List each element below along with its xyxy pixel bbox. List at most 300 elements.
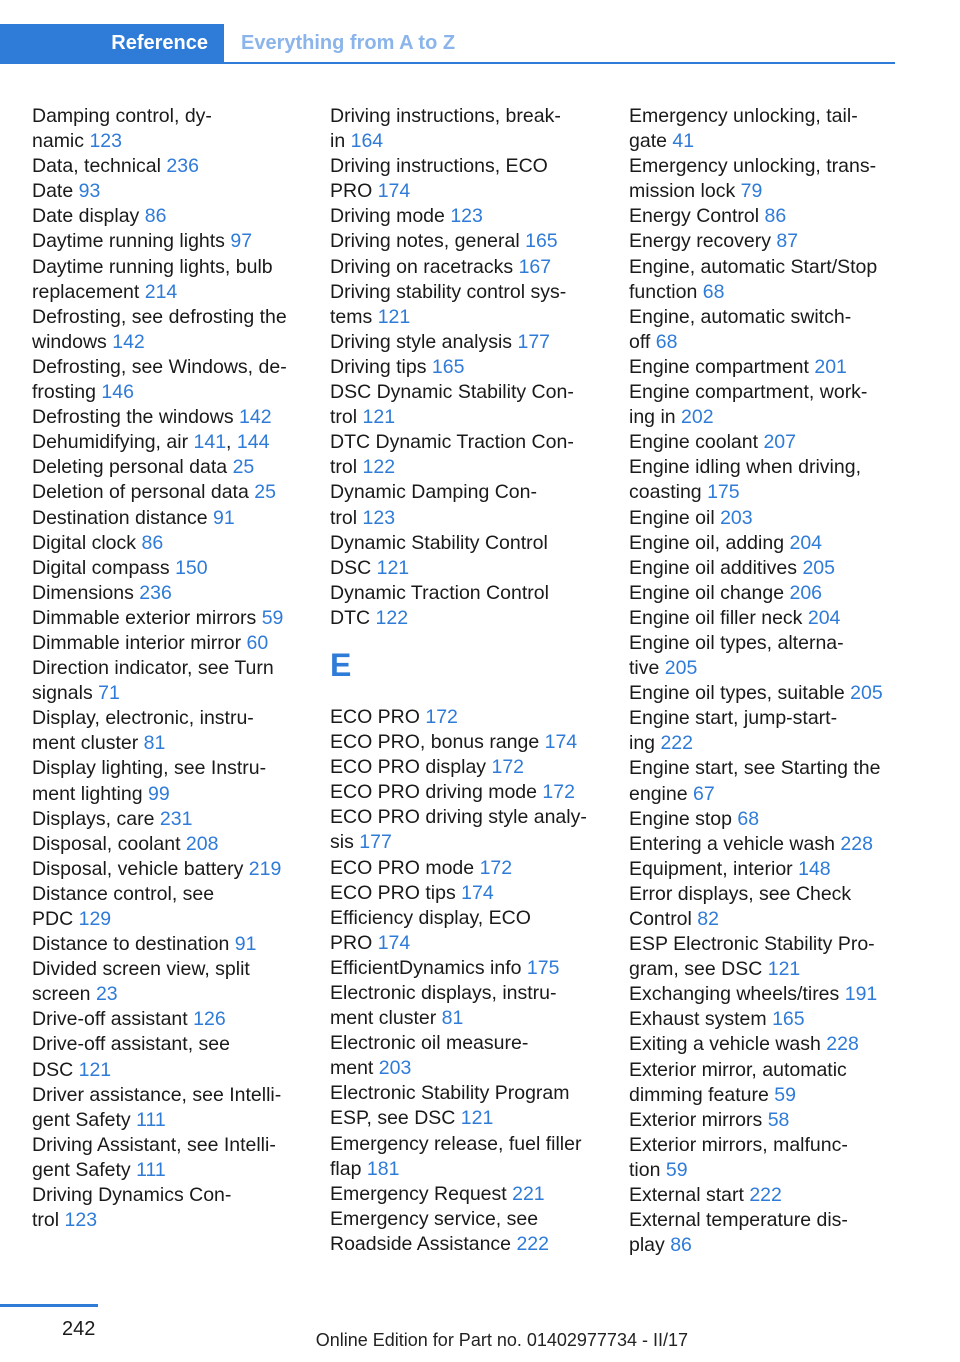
index-entry (32, 932, 304, 957)
index-entry-line (629, 606, 904, 631)
page-link[interactable]: 86 (144, 205, 167, 228)
index-entry (32, 355, 304, 405)
page-link[interactable]: 219 (248, 857, 282, 880)
index-term: ECO PRO (330, 705, 420, 728)
index-term: Drive-off assistant (32, 1008, 188, 1031)
index-term: ment cluster (32, 732, 139, 755)
index-entry (32, 706, 304, 756)
index-entry-line (32, 882, 304, 907)
index-entry-line (32, 255, 304, 280)
page-link[interactable]: 25 (232, 456, 255, 479)
page-link[interactable]: 148 (798, 857, 831, 880)
index-term: External start (629, 1184, 744, 1207)
index-entry (629, 204, 904, 229)
index-entry-line (32, 380, 304, 405)
page-link[interactable]: 165 (525, 230, 558, 253)
page-link[interactable]: 175 (707, 481, 740, 504)
page-link[interactable]: 177 (517, 330, 551, 353)
index-entry (32, 1133, 304, 1183)
index-term: Emergency service, see (330, 1207, 539, 1230)
page-link[interactable]: 221 (512, 1182, 545, 1205)
page-link[interactable]: 203 (720, 506, 753, 529)
index-entry (32, 1183, 304, 1233)
index-entry (330, 1132, 605, 1182)
index-term: Engine coolant (629, 431, 759, 454)
index-entry-line (629, 581, 904, 606)
index-term: Engine oil change (629, 581, 785, 604)
index-entry (32, 606, 304, 631)
index-entry (629, 1133, 904, 1183)
page-link[interactable]: 204 (807, 606, 841, 629)
page-link[interactable]: 175 (526, 956, 560, 979)
index-entry (32, 857, 304, 882)
page-link[interactable]: 121 (376, 556, 410, 579)
index-entry-line (32, 581, 304, 606)
index-entry-line (32, 1083, 304, 1108)
index-term: Engine compartment (629, 355, 809, 378)
page-link[interactable]: 111 (136, 1108, 166, 1131)
index-entry-line (32, 606, 304, 631)
page-link[interactable]: 71 (98, 682, 120, 705)
page-link[interactable]: 86 (670, 1234, 692, 1257)
index-entry (32, 756, 304, 806)
index-entry-line (629, 1158, 904, 1183)
section-tab[interactable]: Reference (0, 24, 224, 62)
index-entry (629, 857, 904, 882)
page-link[interactable]: 203 (378, 1057, 412, 1080)
index-entry-line (32, 957, 304, 982)
index-term: Energy recovery (629, 230, 771, 253)
index-entry-line (629, 631, 904, 656)
index-term: Driving Assistant, see Intelli- (32, 1133, 276, 1156)
index-entry-line (629, 706, 904, 731)
index-entry-line (330, 1232, 605, 1257)
index-entry-line (629, 255, 904, 280)
page-link[interactable]: 99 (148, 782, 170, 805)
index-entry-line (32, 305, 304, 330)
index-entry-line (629, 731, 904, 756)
index-entry-line (629, 405, 904, 430)
index-term: ECO PRO mode (330, 856, 475, 879)
index-term: ing in (629, 406, 676, 429)
index-entry (32, 430, 304, 455)
index-entry-line (32, 204, 304, 229)
page-link[interactable]: 231 (159, 807, 193, 830)
index-entry-line (629, 1208, 904, 1233)
index-entry (629, 380, 904, 430)
index-term: ECO PRO display (330, 756, 487, 779)
index-term: Engine start, see Starting the (629, 757, 881, 780)
index-entry-line (629, 229, 904, 254)
page-link[interactable]: 236 (166, 155, 199, 178)
index-term: Driving stability control sys- (330, 280, 567, 303)
page-link[interactable]: 86 (764, 205, 787, 228)
index-term: Disposal, coolant (32, 832, 181, 855)
index-entry (330, 355, 605, 380)
index-term: EfficientDynamics info (330, 956, 522, 979)
page-link[interactable]: 123 (362, 506, 396, 529)
index-term: Dynamic Damping Con- (330, 481, 537, 504)
page-link[interactable]: 177 (359, 831, 392, 854)
page-link[interactable]: 23 (95, 983, 118, 1006)
index-entry-line (32, 1108, 304, 1133)
index-term: ment lighting (32, 782, 143, 805)
index-entry-line (330, 1182, 605, 1207)
index-entry-line (629, 204, 904, 229)
index-entry-line (629, 455, 904, 480)
index-entry (32, 957, 304, 1007)
index-term: Dynamic Traction Control (330, 581, 549, 604)
page-link[interactable]: 67 (692, 782, 715, 805)
index-entry-line (330, 330, 605, 355)
index-term: Direction indicator, see Turn (32, 657, 274, 680)
index-term: Dynamic Stability Control (330, 531, 548, 554)
index-entry (629, 506, 904, 531)
page-link[interactable]: 172 (479, 856, 513, 879)
index-term: Digital clock (32, 531, 137, 554)
index-term: DTC Dynamic Traction Con- (330, 431, 574, 454)
page-link[interactable]: 59 (774, 1083, 796, 1106)
page-link[interactable]: 174 (377, 931, 411, 954)
index-entry-line (32, 104, 304, 129)
index-entry-line (330, 129, 605, 154)
index-term: Deletion of personal data (32, 481, 249, 504)
page-link[interactable]: 214 (144, 280, 178, 303)
index-entry (330, 906, 605, 956)
page-link[interactable]: 202 (681, 406, 714, 429)
page-link[interactable]: 144 (236, 431, 270, 454)
index-entry (330, 204, 605, 229)
index-entry-line (330, 480, 605, 505)
index-term: ment cluster (330, 1007, 437, 1030)
index-entry-line (330, 856, 605, 881)
index-entry-line (330, 730, 605, 755)
index-entry-line (330, 906, 605, 931)
index-term: DSC Dynamic Stability Con- (330, 381, 574, 404)
index-entry (32, 832, 304, 857)
page-link[interactable]: 228 (840, 832, 873, 855)
page-link[interactable]: 228 (826, 1033, 859, 1056)
index-entry-line (32, 932, 304, 957)
index-entry-line (629, 179, 904, 204)
page-link[interactable]: 142 (112, 330, 145, 353)
index-term: Entering a vehicle wash (629, 832, 835, 855)
index-entry-line (32, 681, 304, 706)
page-link[interactable]: 201 (814, 355, 847, 378)
index-term: Distance to destination (32, 933, 230, 956)
index-term: frosting (32, 381, 96, 404)
index-entry (629, 305, 904, 355)
page-link[interactable]: 174 (544, 731, 578, 754)
index-entry (330, 1182, 605, 1207)
page-link[interactable]: 87 (776, 230, 799, 253)
index-entry (330, 981, 605, 1031)
page-link[interactable]: 68 (737, 807, 760, 830)
index-term: mission lock (629, 180, 736, 203)
page-link[interactable]: 167 (518, 255, 552, 278)
page-link[interactable]: 172 (425, 705, 458, 728)
index-entry (330, 1207, 605, 1257)
index-entry-line (330, 606, 605, 631)
index-term: Defrosting the windows (32, 406, 234, 429)
index-term: Engine compartment, work- (629, 381, 868, 404)
index-entry-line (330, 255, 605, 280)
page-link[interactable]: 174 (377, 180, 411, 203)
index-term: Data, technical (32, 155, 161, 178)
index-entry (330, 856, 605, 881)
page-number: 242 (62, 1318, 96, 1340)
index-entry-line (629, 506, 904, 531)
index-entry-line (629, 531, 904, 556)
index-entry-line (330, 981, 605, 1006)
index-entry (32, 581, 304, 606)
page-link[interactable]: 123 (89, 130, 122, 153)
page-link[interactable]: 123 (450, 205, 483, 228)
index-entry (330, 255, 605, 280)
index-entry (32, 255, 304, 305)
index-entry (330, 780, 605, 805)
page-link[interactable]: 60 (246, 631, 269, 654)
index-entry-line (629, 832, 904, 857)
index-entry-line (629, 355, 904, 380)
page-link[interactable]: 142 (239, 406, 272, 429)
index-entry-line (629, 556, 904, 581)
index-entry-line (330, 1006, 605, 1031)
page-link[interactable]: 59 (261, 606, 284, 629)
page-link[interactable]: 174 (461, 881, 494, 904)
page-link[interactable]: 146 (101, 381, 134, 404)
page-link[interactable]: 181 (366, 1157, 400, 1180)
index-entry-line (629, 129, 904, 154)
index-entry (629, 832, 904, 857)
index-entry-line (330, 1056, 605, 1081)
page-link[interactable]: 191 (844, 983, 878, 1006)
index-entry (330, 154, 605, 204)
page-link[interactable]: 79 (740, 180, 763, 203)
index-entry-line (330, 1081, 605, 1106)
index-term: play (629, 1234, 665, 1257)
page-link[interactable]: 123 (64, 1209, 98, 1232)
index-entry-line (330, 556, 605, 581)
page-link[interactable]: 121 (377, 305, 411, 328)
header-bar (0, 24, 895, 64)
page-link[interactable]: 25 (254, 481, 276, 504)
page-link[interactable]: 150 (175, 556, 208, 579)
index-term: Driving instructions, break- (330, 105, 561, 127)
page-link[interactable]: 111 (136, 1158, 166, 1181)
index-term: gate (629, 130, 667, 153)
index-term: gram, see DSC (629, 958, 763, 981)
index-entry (32, 229, 304, 254)
page-link[interactable]: 207 (763, 431, 796, 454)
page-link[interactable]: 122 (375, 606, 409, 629)
index-entry-line (32, 756, 304, 781)
page-link[interactable]: 68 (655, 330, 678, 353)
index-term: screen (32, 983, 91, 1006)
index-entry-line (330, 956, 605, 981)
index-entry-line (330, 931, 605, 956)
index-entry-line (629, 782, 904, 807)
page-link[interactable]: 121 (767, 958, 801, 981)
page-link[interactable]: 141 (193, 431, 227, 454)
page-link[interactable]: 172 (542, 781, 575, 804)
index-entry (629, 606, 904, 631)
subsection-title[interactable]: Everything from A to Z (241, 31, 456, 54)
index-term: Distance control, see (32, 882, 215, 905)
page-link[interactable]: 82 (697, 908, 719, 930)
index-entry-line (330, 380, 605, 405)
page-link[interactable]: 205 (850, 682, 883, 705)
index-term: ECO PRO driving mode (330, 781, 537, 804)
index-entry-line (32, 832, 304, 857)
index-entry-line (32, 355, 304, 380)
index-entry-line (629, 656, 904, 681)
index-entry-line (629, 305, 904, 330)
page-link[interactable]: 165 (431, 355, 465, 378)
index-term: Divided screen view, split (32, 958, 250, 981)
index-entry-line (32, 1133, 304, 1158)
index-entry-line (330, 1207, 605, 1232)
page-link[interactable]: 164 (350, 130, 384, 153)
index-entry (629, 531, 904, 556)
index-entry-line (629, 1183, 904, 1208)
index-entry-line (32, 129, 304, 154)
index-term: PRO (330, 931, 373, 954)
index-term: Control (629, 908, 692, 930)
index-term: ECO PRO tips (330, 881, 456, 904)
index-entry-line (629, 380, 904, 405)
index-term: Driving on racetracks (330, 255, 514, 278)
index-entry (32, 154, 304, 179)
page-link[interactable]: 165 (772, 1008, 805, 1031)
page-link[interactable]: 121 (362, 406, 396, 429)
index-entry (32, 1032, 304, 1082)
page-link[interactable]: 129 (78, 908, 112, 930)
index-entry-line (629, 1133, 904, 1158)
index-entry-line (629, 1083, 904, 1108)
index-term: Display, electronic, instru- (32, 707, 254, 730)
page-link[interactable]: 121 (78, 1058, 112, 1081)
index-entry-line (32, 1158, 304, 1183)
page-link[interactable]: 208 (185, 832, 219, 855)
index-term: tems (330, 305, 373, 328)
index-entry (629, 104, 904, 154)
index-term: Equipment, interior (629, 857, 793, 880)
index-entry (330, 755, 605, 780)
page-link[interactable]: 81 (143, 732, 166, 755)
page-link[interactable]: 58 (767, 1108, 790, 1131)
page-link[interactable]: 122 (362, 456, 396, 479)
index-entry-line (629, 154, 904, 179)
page-link[interactable]: 172 (491, 756, 525, 779)
page-link[interactable]: 86 (141, 531, 164, 554)
index-term: Exterior mirror, automatic (629, 1058, 847, 1081)
page-link[interactable]: 222 (749, 1184, 782, 1207)
index-term: Date (32, 180, 74, 203)
index-entry-line (629, 907, 904, 932)
page-link[interactable]: 222 (516, 1232, 549, 1255)
index-term: Disposal, vehicle battery (32, 857, 244, 880)
page-link[interactable]: 68 (702, 280, 725, 303)
page-link[interactable]: 41 (672, 130, 695, 153)
index-entry (330, 805, 605, 855)
index-entry-line (330, 1106, 605, 1131)
index-term: Deleting personal data (32, 456, 228, 479)
index-entry-line (330, 1157, 605, 1182)
index-entry (629, 229, 904, 254)
index-entry (32, 204, 304, 229)
index-entry-line (32, 782, 304, 807)
index-entry (32, 480, 304, 505)
index-term: Dimmable exterior mirrors (32, 606, 257, 629)
index-term: Emergency release, fuel filler (330, 1132, 582, 1155)
index-term: Driving notes, general (330, 230, 520, 253)
index-entry-line (330, 430, 605, 455)
index-entry-line (32, 506, 304, 531)
index-entry (330, 881, 605, 906)
page-link[interactable]: 222 (660, 732, 693, 755)
page-link[interactable]: 205 (802, 556, 835, 579)
index-term: ECO PRO, bonus range (330, 731, 540, 754)
page-link[interactable]: 93 (78, 180, 101, 203)
index-entry-line (330, 405, 605, 430)
index-entry-line (629, 807, 904, 832)
index-entry (32, 506, 304, 531)
page-link[interactable]: 97 (230, 230, 253, 253)
index-term: Dehumidifying, air (32, 431, 189, 454)
index-entry (629, 1058, 904, 1108)
index-entry-line (629, 756, 904, 781)
index-term: Engine oil additives (629, 556, 798, 579)
index-entry (330, 956, 605, 981)
index-entry (330, 104, 605, 154)
index-entry (629, 807, 904, 832)
page-link[interactable]: 206 (789, 581, 823, 604)
index-entry-line (330, 455, 605, 480)
index-entry-line (629, 280, 904, 305)
index-entry-line (32, 154, 304, 179)
index-entry-line (330, 1132, 605, 1157)
index-entry (330, 430, 605, 480)
page-link[interactable]: 236 (139, 581, 172, 604)
index-term: in (330, 130, 346, 153)
index-entry-line (330, 355, 605, 380)
index-term: Defrosting, see defrosting the (32, 305, 287, 328)
page-link[interactable]: 91 (213, 506, 235, 529)
page-link[interactable]: 59 (665, 1158, 688, 1181)
index-term: DSC (330, 556, 372, 579)
index-term: Driving instructions, ECO (330, 155, 548, 178)
page-link[interactable]: 205 (664, 657, 698, 680)
index-entry-line (330, 531, 605, 556)
page-link[interactable]: 204 (789, 531, 823, 554)
index-term: Energy Control (629, 205, 760, 228)
page-link[interactable]: 121 (460, 1107, 494, 1130)
page-link[interactable]: 81 (441, 1007, 464, 1030)
index-entry-line: Dehumidifying, air 141, 144 (32, 431, 270, 454)
page-link[interactable]: 91 (234, 933, 257, 956)
index-entry-line (32, 480, 304, 505)
index-entry-line (629, 1058, 904, 1083)
index-entry-line (32, 731, 304, 756)
index-term: windows (32, 330, 107, 353)
index-letter-heading: E (330, 646, 352, 683)
index-column-1 (32, 104, 304, 1233)
page-link[interactable]: 126 (193, 1008, 226, 1031)
index-entry (629, 430, 904, 455)
index-entry (330, 730, 605, 755)
index-term: Engine oil types, alterna- (629, 631, 844, 654)
